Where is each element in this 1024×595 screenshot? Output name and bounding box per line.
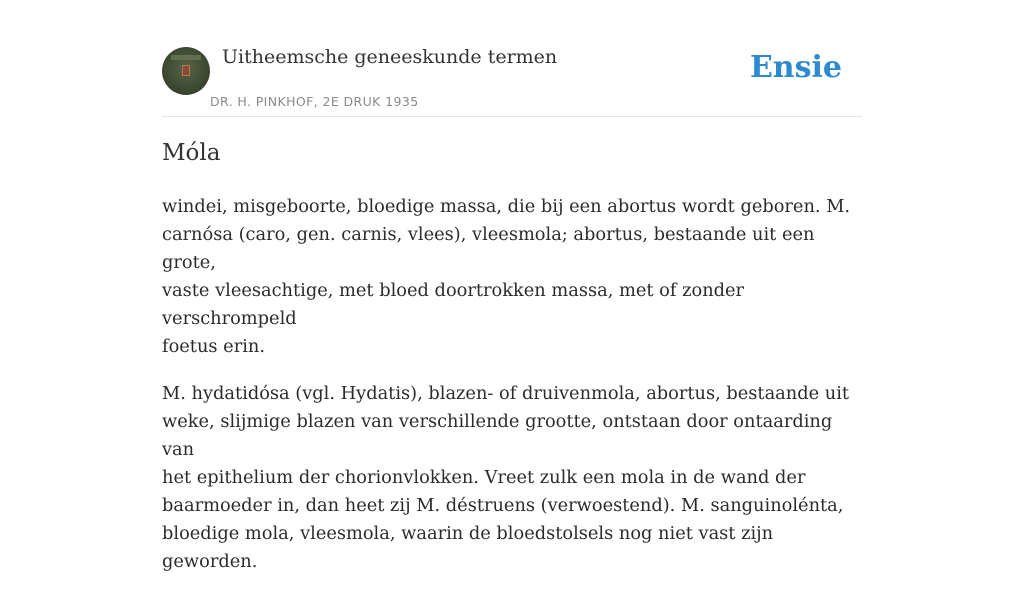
entry-header: [162, 44, 862, 117]
book-cover-label: [182, 65, 190, 76]
book-cover-icon[interactable]: [162, 47, 210, 95]
book-author: DR. H. PINKHOF, 2E DRUK 1935: [210, 94, 419, 109]
brand-logo[interactable]: Ensie: [749, 50, 842, 85]
definition-paragraph: M. hydatidósa (vgl. Hydatis), blazen- of druivenmola, abortus, bestaande uit weke, slijmige blazen van verschillende grootte, ontstaan door ontaarding van het epithelium der chorionvlokken. Vreet zulk een mola in de wand der baarmoeder in, dan heet zij M. déstruens (verwoestend). M. sanguinolénta, bloedige mola, vleesmola, waarin de bloedstolsels nog niet vast zijn geworden.: [162, 383, 850, 572]
definition-paragraph: windei, misgeboorte, bloedige massa, die bij een abortus wordt geboren. M. carnósa (caro, gen. carnis, vlees), vleesmola; abortus, bestaande uit een grote, vaste vleesachtige, met bloed doortrokken massa, met of zonder verschrompeld foetus erin.: [162, 196, 851, 357]
book-cover-band: [171, 55, 201, 60]
entry-term: Móla: [162, 140, 221, 166]
entry-definition: [162, 193, 862, 595]
book-title[interactable]: Uitheemsche geneeskunde termen: [222, 46, 558, 68]
